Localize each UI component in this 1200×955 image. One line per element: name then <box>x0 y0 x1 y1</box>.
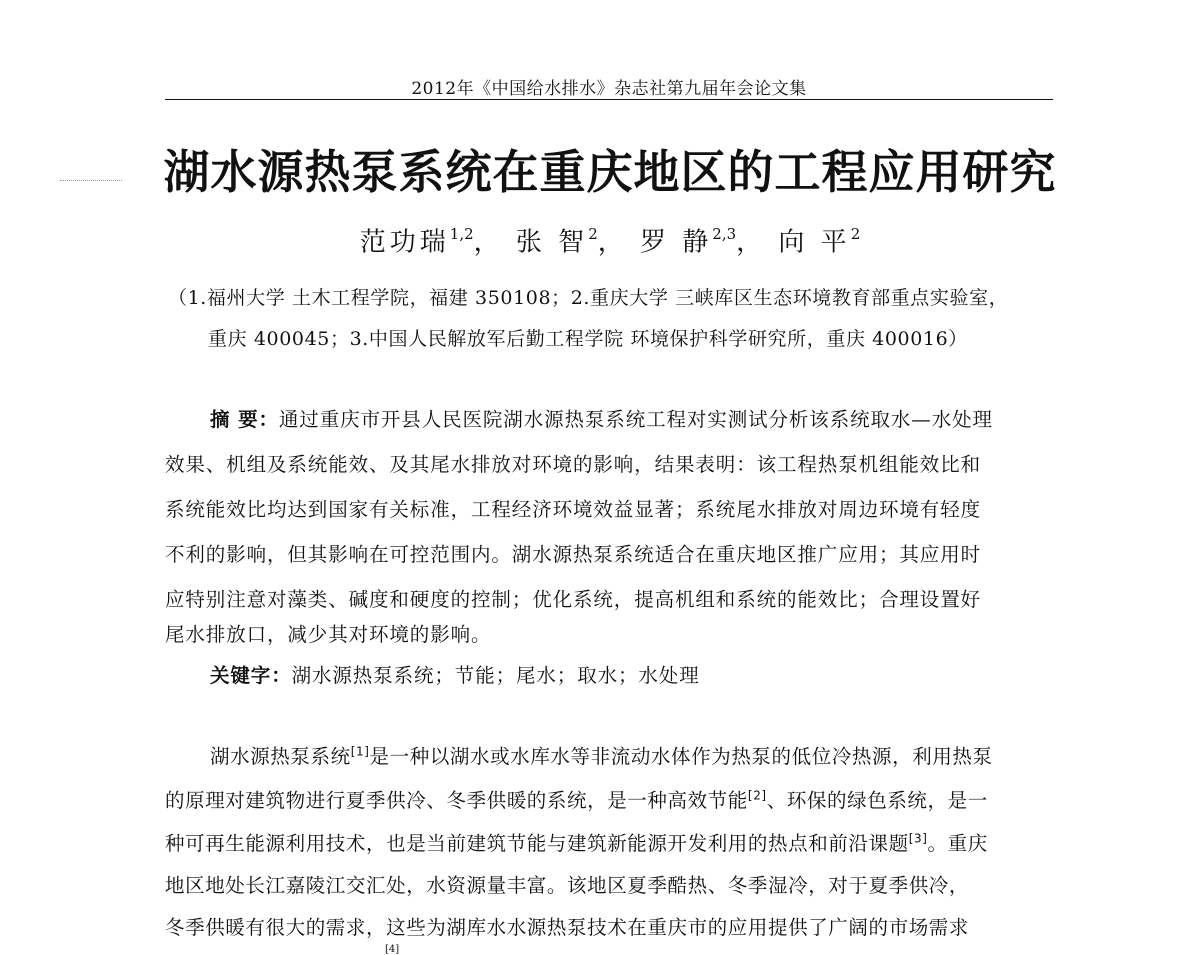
abstract-line: 应特别注意对藻类、碱度和硬度的控制；优化系统，提高机组和系统的能效比；合理设置好 <box>165 588 982 611</box>
body-line: 冬季供暖有很大的需求，这些为湖库水水源热泵技术在重庆市的应用提供了广阔的市场需求 <box>165 916 970 939</box>
author-affil-sup: 2,3 <box>712 225 737 243</box>
body-text: 湖水源热泵系统 <box>210 745 351 768</box>
abstract-line <box>210 404 993 432</box>
author-affil-sup: 1,2 <box>449 225 474 243</box>
author-name: 张 智 <box>515 227 589 258</box>
abstract-line: 系统能效比均达到国家有关标准，工程经济环境效益显著；系统尾水排放对周边环境有轻度 <box>165 498 982 521</box>
abstract-line: 不利的影响，但其影响在可控范围内。湖水源热泵系统适合在重庆地区推广应用；其应用时 <box>165 543 982 566</box>
citation-ref: [4] <box>385 944 400 955</box>
abstract-text: 通过重庆市开县人民医院湖水源热泵系统工程对实测试分析该系统取水—水处理 <box>278 408 993 431</box>
citation-ref: [3] <box>908 831 928 846</box>
body-line <box>165 828 988 856</box>
header-rule <box>165 99 1053 100</box>
body-text: 是一种以湖水或水库水等非流动水体作为热泵的低位冷热源，利用热泵 <box>369 745 993 768</box>
keywords-text: 湖水源热泵系统；节能；尾水；取水；水处理 <box>291 664 700 687</box>
author-name: 向 平 <box>778 227 851 258</box>
body-line <box>210 741 993 769</box>
author-affil-sup: 2 <box>588 225 598 243</box>
keywords-line <box>210 660 700 688</box>
author-separator: ， <box>736 227 767 258</box>
abstract-line: 效果、机组及系统能效、及其尾水排放对环境的影响，结果表明：该工程热泵机组能效比和 <box>165 453 982 476</box>
author-name: 范功瑞 <box>359 227 450 258</box>
author-separator: ， <box>473 227 504 258</box>
running-header: 2012年《中国给水排水》杂志社第九届年会论文集 <box>411 79 807 99</box>
author-separator: ， <box>597 227 628 258</box>
body-line <box>165 785 988 813</box>
keywords-label: 关键字： <box>210 664 292 687</box>
body-line: 地区地处长江嘉陵江交汇处，水资源量丰富。该地区夏季酷热、冬季湿冷，对于夏季供冷， <box>165 874 970 897</box>
citation-ref: [1] <box>350 744 370 759</box>
abstract-label: 摘 要： <box>210 408 279 431</box>
author-list <box>140 216 1080 263</box>
body-text: 的原理对建筑物进行夏季供冷、冬季供暖的系统，是一种高效节能 <box>165 789 748 812</box>
author-name: 罗 静 <box>640 227 713 258</box>
affiliation-line: （1.福州大学 土木工程学院，福建 350108；2.重庆大学 三峡库区生态环境教育部重点实验室， <box>168 287 1009 309</box>
body-text: 种可再生能源利用技术，也是当前建筑节能与建筑新能源开发利用的热点和前沿课题 <box>165 832 909 855</box>
affiliation-line: 重庆 400045；3.中国人民解放军后勤工程学院 环境保护科学研究所，重庆 400016） <box>208 328 968 350</box>
body-text: 。重庆 <box>927 832 988 855</box>
paper-title: 湖水源热泵系统在重庆地区的工程应用研究 <box>163 145 1057 199</box>
body-text: 、环保的绿色系统，是一 <box>766 789 988 812</box>
scan-mark <box>60 180 122 181</box>
citation-ref: [2] <box>747 788 767 803</box>
author-affil-sup: 2 <box>850 225 861 243</box>
abstract-line: 尾水排放口，减少其对环境的影响。 <box>165 623 492 646</box>
